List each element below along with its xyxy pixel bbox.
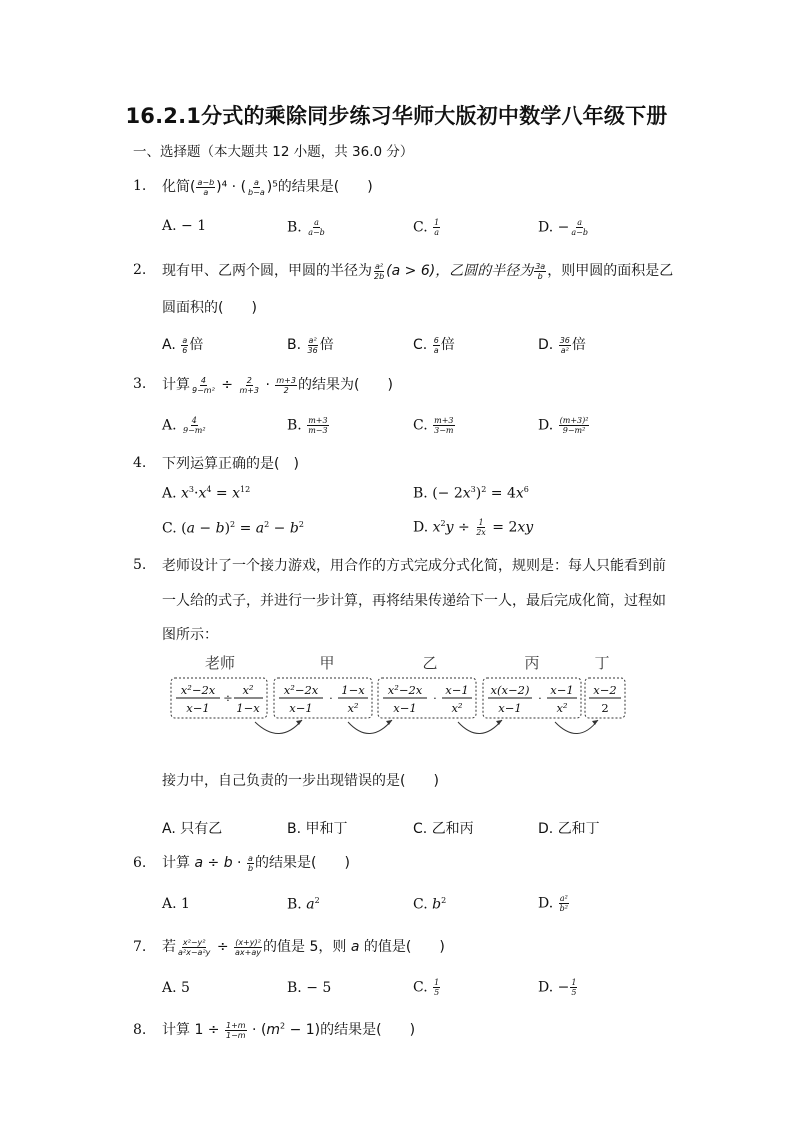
svg-text:x²: x² <box>451 701 463 715</box>
option-b[interactable]: B. $\frac{a}{a-b}$ <box>287 218 325 237</box>
question-number: 1. <box>133 178 147 194</box>
svg-text:x²: x² <box>242 683 254 697</box>
svg-text:x−1: x−1 <box>550 683 574 697</box>
option-c[interactable]: C. $\frac{1}{5}$ <box>413 978 440 997</box>
option-d[interactable]: D. 乙和丁 <box>538 821 600 837</box>
svg-text:x−1: x−1 <box>186 701 210 715</box>
option-a[interactable]: A. − 1 <box>162 218 207 234</box>
question-number: 4. <box>133 455 147 471</box>
svg-text:x²−2x: x²−2x <box>283 683 319 697</box>
option-c[interactable]: C. 乙和丙 <box>413 821 474 837</box>
question-number: 8. <box>133 1022 147 1038</box>
svg-text:x−1: x−1 <box>445 683 469 697</box>
question-5-stem-line1: 老师设计了一个接力游戏，用合作的方式完成分式化简，规则是：每人只能看到前 <box>162 558 666 574</box>
option-a[interactable]: A. $\frac{a}{6}$ 倍 <box>162 335 204 355</box>
svg-text:x²−2x: x²−2x <box>180 683 216 697</box>
svg-text:·: · <box>329 691 333 705</box>
question-4-stem: 下列运算正确的是( ) <box>162 456 299 472</box>
question-5-stem-line2: 一人给的式子，并进行一步计算，再将结果传递给下一人，最后完成化简，过程如 <box>162 593 666 609</box>
option-a[interactable]: A. 1 <box>162 896 190 912</box>
person-teacher: 老师 <box>204 654 236 672</box>
option-c[interactable]: C. $b^2$ <box>413 896 447 913</box>
question-5-ask: 接力中，自己负责的一步出现错误的是( ) <box>162 773 439 789</box>
svg-text:x²: x² <box>556 701 568 715</box>
option-d[interactable]: D. $\frac{\text{(m+3)²}}{\text{9−m²}}$ <box>538 416 589 435</box>
page-title: 16.2.1分式的乘除同步练习华师大版初中数学八年级下册 <box>125 104 668 128</box>
question-number: 7. <box>133 939 147 955</box>
option-d[interactable]: D. $\frac{36}{\text{a²}}$ 倍 <box>538 335 586 355</box>
question-8-stem: 计算 1 ÷ $\frac{1+m}{1-m}$ · $(m^2 - 1)$的结果是( ) <box>162 1020 416 1040</box>
relay-arrow <box>555 720 598 734</box>
option-a[interactable]: A. 只有乙 <box>162 821 223 837</box>
question-3-stem: 计算 $\frac{4}{\text{9−m²}}$ ÷ $\frac{2}{m+3}$ · $\frac{m+3}{2}$ 的结果为( ) <box>162 375 393 395</box>
section-heading: 一、选择题（本大题共 12 小题，共 36.0 分） <box>133 144 414 160</box>
person-yi: 乙 <box>422 654 438 672</box>
question-2-stem: 现有甲、乙两个圆，甲圆的半径为 $\frac{\text{a²}}{2b}$ (a > 6)，乙圆的半径为 $\frac{3a}{b}$ ，则甲圆的面积是乙 <box>162 261 674 281</box>
svg-text:x²−2x: x²−2x <box>387 683 423 697</box>
option-d[interactable]: D. − $\frac{a}{a-b}$ <box>538 218 588 237</box>
relay-arrow <box>348 720 392 734</box>
svg-text:·: · <box>433 691 437 705</box>
svg-text:1−x: 1−x <box>236 701 260 715</box>
question-5-stem-line3: 图所示： <box>162 627 218 643</box>
question-number: 5. <box>133 557 147 573</box>
person-bing: 丙 <box>524 654 540 672</box>
svg-text:x−1: x−1 <box>289 701 313 715</box>
relay-arrow <box>255 720 302 734</box>
option-b[interactable]: B. $\frac{\text{a²}}{36}$ 倍 <box>287 335 334 355</box>
option-c[interactable]: C. $(a - b)^2 = a^2 - b^2$ <box>162 520 304 537</box>
svg-text:1−x: 1−x <box>341 683 365 697</box>
option-d[interactable]: D. $x^2y$ ÷ $\frac{1}{2x}$ = 2xy <box>413 518 534 537</box>
question-2-stem-line2: 圆面积的( ) <box>162 300 257 316</box>
svg-text:x−2: x−2 <box>593 683 617 697</box>
svg-text:x(x−2): x(x−2) <box>490 683 530 697</box>
option-a[interactable]: A. 5 <box>162 980 190 996</box>
option-b[interactable]: B. (− $2x^3)^2 = 4x^6$ <box>413 485 529 502</box>
option-a[interactable]: A. $\frac{4}{\text{9−m²}}$ <box>162 416 206 435</box>
question-number: 6. <box>133 855 147 871</box>
svg-text:x−1: x−1 <box>498 701 522 715</box>
question-number: 2. <box>133 262 147 278</box>
question-1-stem: 化简( $\frac{a-b}{a}$ )⁴ · ( $\frac{a}{b-a}$ )⁵的结果是( ) <box>162 177 373 197</box>
question-6-stem: 计算 a ÷ b · $\frac{a}{b}$ 的结果是( ) <box>162 853 350 873</box>
svg-text:·: · <box>538 691 542 705</box>
option-b[interactable]: B. 甲和丁 <box>287 821 348 837</box>
option-c[interactable]: C. $\frac{1}{a}$ <box>413 218 440 237</box>
question-7-stem: 若 $\frac{\text{x²−y²}}{\text{a²x−a²y}}$ ÷ $\frac{\text{(x+y)²}}{ax+ay}$ 的值是 5，则 a 的值是( ) <box>162 937 445 957</box>
person-jia: 甲 <box>319 654 335 672</box>
option-b[interactable]: B. $\frac{m+3}{m-3}$ <box>287 416 328 435</box>
option-d[interactable]: D. − $\frac{1}{5}$ <box>538 978 577 997</box>
relay-diagram <box>170 650 630 760</box>
question-number: 3. <box>133 376 147 392</box>
option-c[interactable]: C. $\frac{m+3}{3-m}$ <box>413 416 454 435</box>
svg-text:2: 2 <box>601 701 609 715</box>
relay-arrow <box>458 720 502 734</box>
svg-text:x²: x² <box>347 701 359 715</box>
option-c[interactable]: C. $\frac{6}{a}$ 倍 <box>413 335 455 355</box>
option-b[interactable]: B. $a^2$ <box>287 896 320 913</box>
option-b[interactable]: B. − 5 <box>287 980 332 996</box>
option-d[interactable]: D. $\frac{\text{a²}}{\text{b²}}$ <box>538 894 568 913</box>
svg-text:x−1: x−1 <box>393 701 417 715</box>
svg-text:÷: ÷ <box>223 691 233 705</box>
person-ding: 丁 <box>594 654 610 672</box>
option-a[interactable]: A. $x^3\cdot x^4 = x^{12}$ <box>162 485 251 502</box>
